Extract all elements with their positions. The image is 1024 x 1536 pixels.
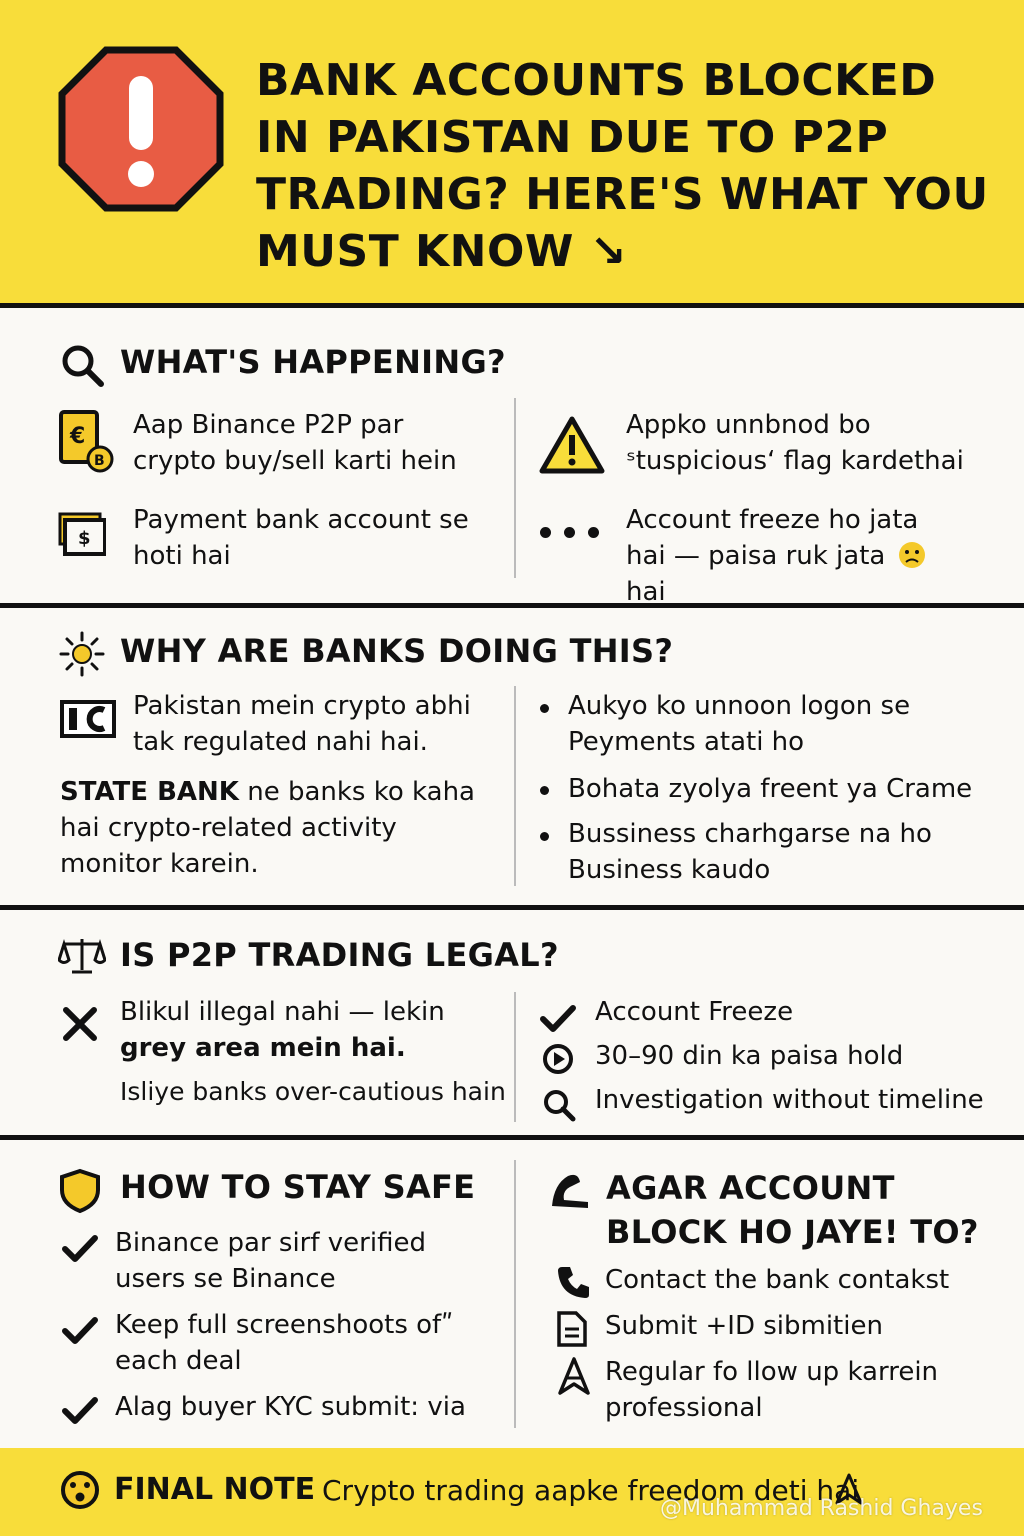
document-icon (556, 1310, 588, 1348)
check-icon (62, 1234, 98, 1264)
section-title: HOW TO STAY SAFE (120, 1168, 476, 1206)
svg-text:$: $ (78, 528, 91, 549)
happening-right-item-1: Appko unnbnod bo ˢtuspicious‘ flag kardethai (626, 410, 964, 476)
close-icon (62, 1006, 98, 1042)
check-icon (540, 1004, 576, 1034)
regulation-icon (60, 700, 116, 738)
play-circle-icon (542, 1043, 574, 1075)
section-title: WHY ARE BANKS DOING THIS? (120, 632, 674, 670)
legal-left-line-3: Isliye banks over-cautious hain (120, 1077, 506, 1106)
why-state-bank-note (60, 774, 500, 882)
section-title: IS P2P TRADING LEGAL? (120, 936, 559, 974)
why-bullet-1: Aukyo ko unnoon logon se Peyments atati ho (568, 691, 911, 757)
state-bank-label: STATE BANK (60, 777, 239, 807)
page-title: BANK ACCOUNTS BLOCKED IN PAKISTAN DUE TO P2P TRADING? HERE'S WHAT YOU MUST KNOW ↘ (256, 55, 989, 277)
final-note-text: Crypto trading aapke freedom deti hai (322, 1474, 860, 1507)
section-is-legal (0, 910, 1024, 1140)
stop-sign-exclamation-icon (58, 46, 224, 212)
legal-right-item-3: Investigation without timeline (595, 1085, 984, 1115)
shield-icon (58, 1168, 102, 1214)
sad-face-icon (898, 541, 926, 569)
happening-right-item-2: Account freeze ho jata hai — paisa ruk jata hai (626, 505, 919, 607)
blocked-item-1: Contact the bank contakst (605, 1265, 950, 1295)
header-banner (0, 0, 1024, 308)
final-note-bar (0, 1448, 1024, 1536)
phone-icon (556, 1264, 592, 1300)
section-whats-happening (0, 313, 1024, 608)
watermark: @Muhammad Rashid Ghayes (660, 1496, 983, 1521)
sun-burst-icon (58, 630, 106, 678)
bank-note-icon (58, 510, 106, 558)
final-note-label: FINAL NOTE (114, 1472, 316, 1507)
section-stay-safe (0, 1140, 1024, 1448)
legal-left-line-2: grey area mein hai. (120, 1033, 406, 1063)
column-divider (514, 686, 516, 886)
column-divider (514, 1160, 516, 1428)
search-icon (58, 341, 106, 389)
bullet-dot (540, 704, 549, 713)
legal-left-line-1: Blikul illegal nahi — lekin (120, 997, 445, 1027)
warning-icon (538, 415, 606, 475)
bullet-dot (540, 786, 549, 795)
dots-icon (540, 525, 604, 539)
scales-icon (58, 936, 106, 976)
column-divider (514, 398, 516, 578)
legal-right-item-2: 30–90 din ka paisa hold (595, 1041, 904, 1071)
blocked-title: AGAR ACCOUNT BLOCK HO JAYE! TO? (606, 1169, 979, 1251)
person-icon (556, 1356, 592, 1396)
check-icon (62, 1396, 98, 1426)
why-bullet-2: Bohata zyolya freent ya Crame (568, 774, 973, 804)
search-icon (542, 1088, 576, 1122)
safe-item-2: Keep full screenshoots ofʺ each deal (115, 1310, 454, 1376)
legal-right-item-1: Account Freeze (595, 997, 794, 1027)
face-icon (60, 1470, 100, 1510)
section-title: WHAT'S HAPPENING? (120, 343, 506, 381)
state-bank-text: ne banks ko kaha hai crypto-related activity monitor karein. (60, 777, 475, 879)
blocked-item-3: Regular fo llow up karrein professional (605, 1357, 939, 1423)
arm-icon (548, 1170, 594, 1210)
happening-left-item-1: Aap Binance P2P par crypto buy/sell karti hein (133, 410, 457, 476)
bullet-dot (540, 832, 549, 841)
section-why-banks (0, 608, 1024, 910)
why-bullet-3: Bussiness charhgarse na ho Business kaudo (568, 819, 932, 885)
happening-left-item-2: Payment bank account se hoti hai (133, 505, 469, 571)
svg-text:€: € (70, 424, 86, 449)
why-left-item: Pakistan mein crypto abhi tak regulated nahi hai. (133, 691, 471, 757)
blocked-item-2: Submit +ID sibmitien (605, 1311, 883, 1341)
safe-item-3: Alag buyer KYC submit: via (115, 1392, 466, 1422)
wallet-coin-icon (58, 409, 116, 473)
safe-item-1: Binance par sirf verified users se Binance (115, 1228, 426, 1294)
svg-text:B: B (94, 453, 105, 469)
check-icon (62, 1316, 98, 1346)
